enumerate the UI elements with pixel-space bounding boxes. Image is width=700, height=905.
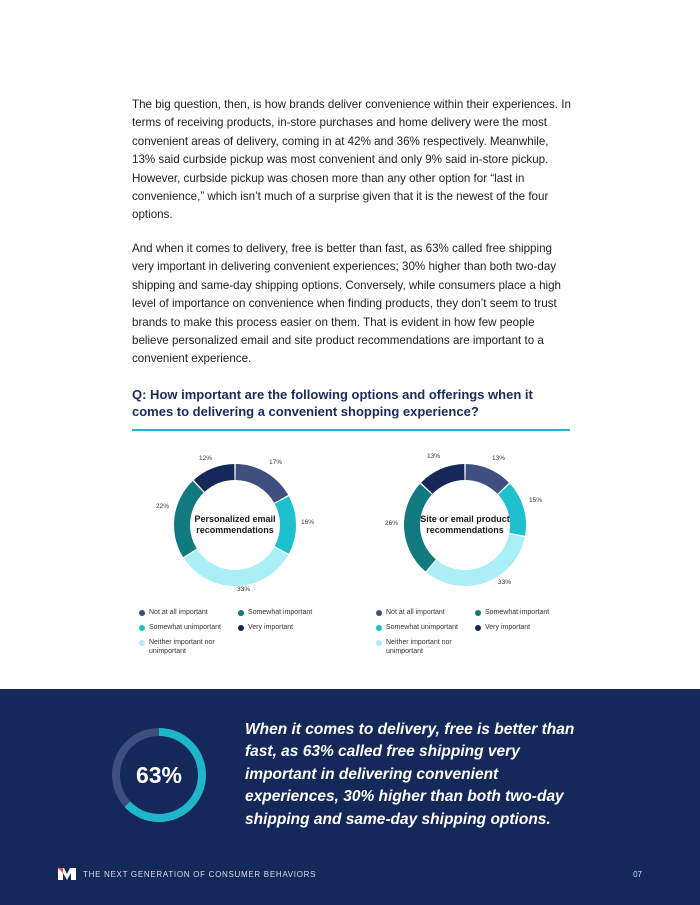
- slice-label-somewhat-unimportant: 15%: [529, 497, 543, 504]
- donut-chart-personalized-email: [135, 450, 335, 600]
- legend-item-neither: [139, 638, 215, 656]
- survey-question: Q: How important are the following options and offerings when it comes to delivering a convenient shopping experience?: [132, 387, 533, 419]
- legend-label: Somewhat important: [248, 609, 313, 616]
- slice-label-neither: 33%: [237, 586, 251, 593]
- donut-slice-neither: [184, 547, 288, 586]
- legend-item-very-important: [475, 623, 530, 632]
- chart-title-line-1: Site or email product: [420, 514, 510, 524]
- legend-swatch: [238, 610, 244, 616]
- pull-quote: When it comes to delivery, free is better than fast, as 63% called free shipping very important in delivering convenient experiences, 30% higher than both two-day shipping and same-day shipping options.: [245, 721, 575, 828]
- body-paragraph-1: The big question, then, is how brands deliver convenience within their experiences. In terms of receiving products, in-store purchases and home delivery were the most convenient areas of delivery, coming in at 42% and 36% respectively. Meanwhile, 13% said curbside pickup was most convenient and only 9% said in-store pickup. However, curbside pickup was chosen more than any other option for “last in convenience,” which isn’t much of a surprise given that it is the newest of the four options.: [132, 98, 571, 222]
- slice-label-somewhat-important: 26%: [385, 520, 399, 527]
- stat-percentage: 63%: [135, 761, 183, 788]
- legend-swatch: [376, 640, 382, 646]
- legend-item-somewhat-important: [238, 608, 312, 617]
- legend-item-somewhat-unimportant: [139, 623, 221, 632]
- chart-center-label: [407, 514, 523, 536]
- body-paragraph-2: And when it comes to delivery, free is better than fast, as 63% called free shipping very important in delivering convenient experiences; 30% higher than both two-day shipping and same-day shipping options. Conversely, while consumers place a high level of importance on convenience when finding products, they don’t seem to trust brands to make this process easier on them. That is evident in how few people believe personalized email and site product recommendations are important to a convenient experience.: [132, 242, 561, 366]
- footer-report-title: THE NEXT GENERATION OF CONSUMER BEHAVIORS: [83, 870, 317, 879]
- legend-swatch: [475, 610, 481, 616]
- slice-label-very-important: 12%: [199, 455, 213, 462]
- slice-label-very-important: 13%: [427, 453, 441, 460]
- legend-item-very-important: [238, 623, 293, 632]
- legend-swatch: [475, 625, 481, 631]
- legend-label: Somewhat unimportant: [149, 624, 221, 631]
- legend-swatch: [139, 610, 145, 616]
- donut-slice-very-important: [421, 464, 464, 494]
- slice-label-somewhat-unimportant: 16%: [301, 519, 315, 526]
- legend-item-somewhat-unimportant: [376, 623, 458, 632]
- chart-title-line-1: Personalized email: [194, 514, 276, 524]
- slice-label-not-at-all: 13%: [492, 455, 506, 462]
- legend-label-line-1: Neither important nor: [149, 639, 215, 646]
- legend-label: [149, 638, 215, 656]
- donut-slice-not-at-all: [236, 464, 289, 503]
- legend-swatch: [376, 610, 382, 616]
- page-number: 07: [633, 870, 642, 879]
- legend-label: Very important: [248, 624, 294, 631]
- legend-label: Not at all important: [149, 609, 208, 616]
- legend-label: Somewhat unimportant: [386, 624, 458, 631]
- question-divider: [132, 429, 570, 431]
- legend-label: Somewhat important: [485, 609, 550, 616]
- slice-label-somewhat-important: 22%: [156, 503, 170, 510]
- legend-item-somewhat-important: [475, 608, 549, 617]
- legend-swatch: [139, 640, 145, 646]
- legend-swatch: [238, 625, 244, 631]
- legend-item-neither: [376, 638, 452, 656]
- legend-item-not-at-all: [139, 608, 208, 617]
- legend-label: Very important: [485, 624, 531, 631]
- chart-center-label: [177, 514, 293, 536]
- legend-swatch: [139, 625, 145, 631]
- chart-title-line-2: recommendations: [196, 525, 274, 535]
- donut-slice-very-important: [194, 464, 235, 492]
- chart-title-line-2: recommendations: [426, 525, 504, 535]
- donut-slice-not-at-all: [466, 464, 509, 494]
- legend-label: [386, 638, 452, 656]
- donut-chart-site-email-product: [378, 450, 578, 600]
- slice-label-not-at-all: 17%: [269, 459, 283, 466]
- m-logo-icon: [58, 868, 76, 880]
- slice-label-neither: 33%: [498, 579, 512, 586]
- legend-swatch: [376, 625, 382, 631]
- legend-label-line-1: Neither important nor: [386, 639, 452, 646]
- legend-label-line-2: unimportant: [149, 648, 186, 655]
- stat-callout-banner: [0, 689, 700, 905]
- legend-label: Not at all important: [386, 609, 445, 616]
- legend-label-line-2: unimportant: [386, 648, 423, 655]
- legend-item-not-at-all: [376, 608, 445, 617]
